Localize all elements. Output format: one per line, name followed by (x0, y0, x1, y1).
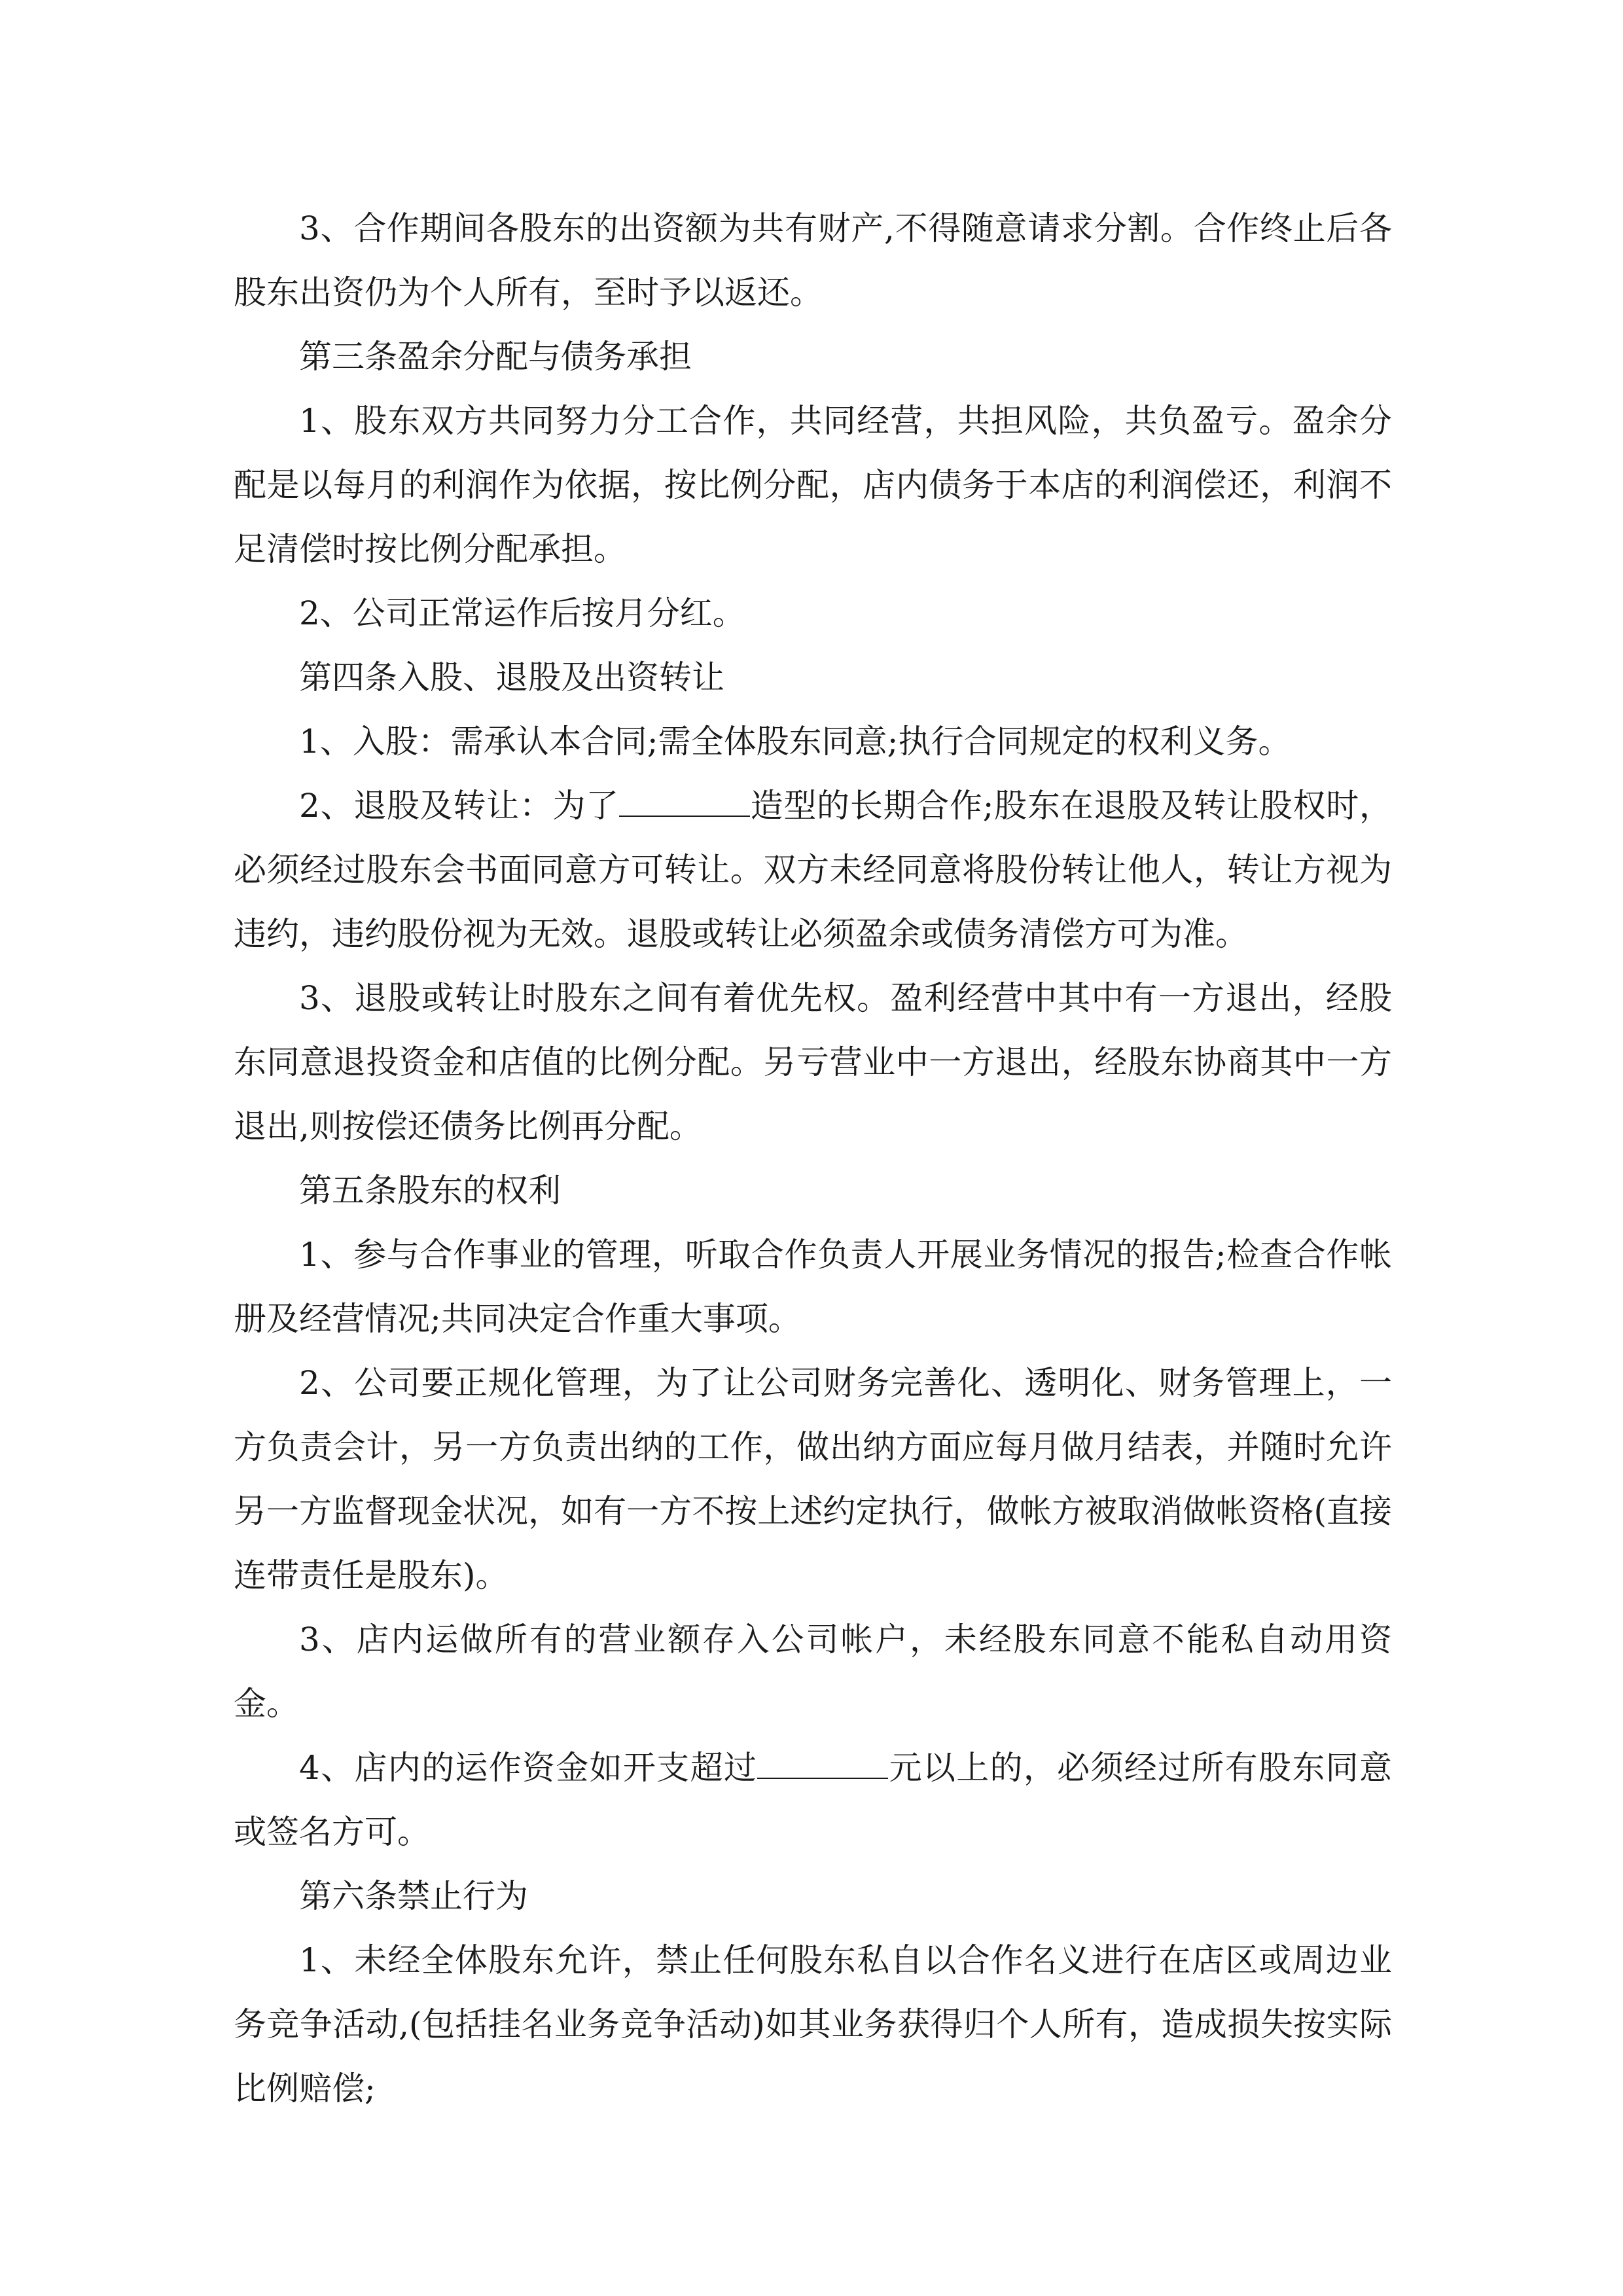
clause-text-before-blank: 2、退股及转让：为了 (299, 787, 619, 825)
clause-paragraph: 3、店内运做所有的营业额存入公司帐户，未经股东同意不能私自动用资金。 (234, 1621, 1392, 1723)
clause-text-after-blank: 元以上的，必须经过所有股东同意或签名方可。 (234, 1749, 1393, 1851)
section-heading: 第四条入股、退股及出资转让 (299, 658, 724, 696)
clause-text-after-blank: 造型的长期合作;股东在退股及转让股权时，必须经过股东会书面同意方可转让。双方未经同意将股份转让他人，转让方视为违约，违约股份视为无效。退股或转让必须盈余或债务清偿方可为准。 (234, 787, 1392, 953)
clause-text-before-blank: 4、店内的运作资金如开支超过 (299, 1749, 758, 1787)
clause-paragraph: 3、退股或转让时股东之间有着优先权。盈利经营中其中有一方退出，经股东同意退投资金和店值的比例分配。另亏营业中一方退出，经股东协商其中一方退出,则按偿还债务比例再分配。 (234, 979, 1392, 1145)
document-body (234, 196, 1392, 2121)
fill-in-blank (757, 1751, 888, 1779)
clause-paragraph: 1、未经全体股东允许，禁止任何股东私自以合作名义进行在店区或周边业务竞争活动,(包括挂名业务竞争活动)如其业务获得归个人所有，造成损失按实际比例赔偿; (234, 1941, 1392, 2108)
clause-paragraph: 3、合作期间各股东的出资额为共有财产,不得随意请求分割。合作终止后各股东出资仍为个人所有，至时予以返还。 (234, 209, 1392, 312)
section-heading: 第五条股东的权利 (299, 1172, 561, 1210)
section-heading: 第六条禁止行为 (299, 1877, 528, 1915)
clause-paragraph-with-blank (234, 1736, 1392, 1864)
clause-paragraph: 1、入股：需承认本合同;需全体股东同意;执行合同规定的权利义务。 (299, 723, 1291, 761)
clause-paragraph: 1、股东双方共同努力分工合作，共同经营，共担风险，共负盈亏。盈余分配是以每月的利润作为依据，按比例分配，店内债务于本店的利润偿还，利润不足清偿时按比例分配承担。 (234, 402, 1392, 568)
clause-paragraph: 1、参与合作事业的管理，听取合作负责人开展业务情况的报告;检查合作帐册及经营情况;共同决定合作重大事项。 (234, 1236, 1392, 1338)
section-heading: 第三条盈余分配与债务承担 (299, 338, 692, 376)
clause-paragraph-with-blank (234, 774, 1392, 966)
clause-paragraph: 2、公司正常运作后按月分红。 (299, 594, 745, 632)
clause-paragraph: 2、公司要正规化管理，为了让公司财务完善化、透明化、财务管理上，一方负责会计，另一方负责出纳的工作，做出纳方面应每月做月结表，并随时允许另一方监督现金状况，如有一方不按上述约定执行，做帐方被取消做帐资格(直接连带责任是股东)。 (234, 1364, 1392, 1594)
fill-in-blank (619, 789, 750, 817)
